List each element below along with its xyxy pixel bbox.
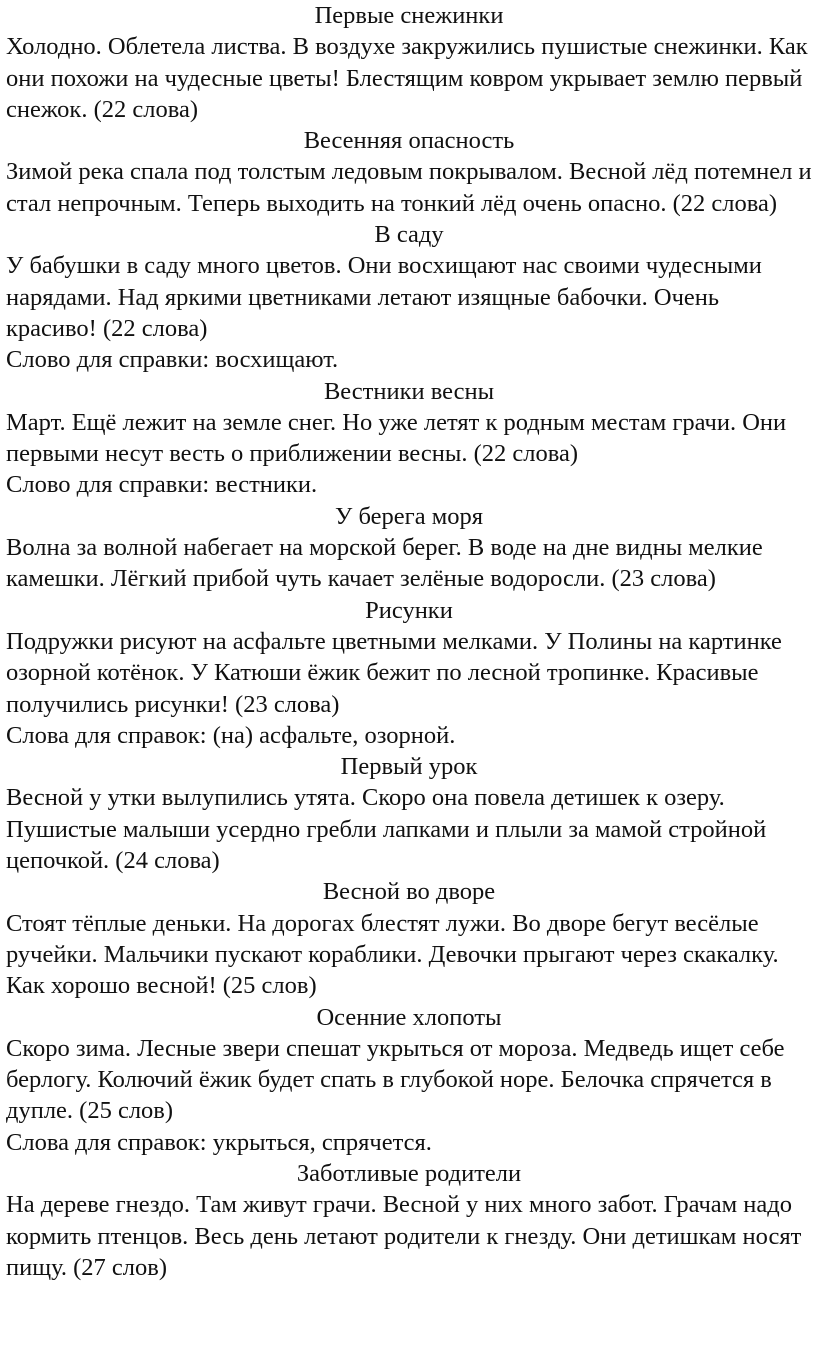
section-first-snowflakes: [6, 0, 812, 125]
section-text: Зимой река спала под толстым ледовым покрывалом. Весной лёд потемнел и стал непрочным. Теперь выходить на тонкий лёд очень опасно. (22 слова): [6, 158, 812, 217]
section-text: Волна за волной набегает на морской берег. В воде на дне видны мелкие камешки. Лёгкий прибой чуть качает зелёные водоросли. (23 слова): [6, 534, 763, 593]
section-text: На дереве гнездо. Там живут грачи. Весной у них много забот. Грачам надо кормить птенцов. Весь день летают родители к гнезду. Они детишкам носят пищу. (27 слов): [6, 1191, 802, 1281]
section-text: Холодно. Облетела листва. В воздухе закружились пушистые снежинки. Как они похожи на чудесные цветы! Блестящим ковром укрывает землю первый снежок. (22 слова): [6, 33, 808, 123]
section-title: Осенние хлопоты: [316, 1003, 502, 1031]
section-reference: Слово для справки: вестники.: [6, 471, 318, 499]
section-title: Весенняя опасность: [303, 127, 515, 155]
section-first-lesson: [6, 751, 812, 876]
section-title: Весной во дворе: [322, 878, 496, 906]
section-title: Первые снежинки: [314, 2, 504, 29]
section-drawings: [6, 595, 812, 751]
section-spring-in-the-yard: [6, 876, 812, 1001]
section-reference: Слова для справок: укрыться, спрячется.: [6, 1128, 432, 1156]
section-heralds-of-spring: [6, 376, 812, 501]
section-text: Скоро зима. Лесные звери спешат укрыться от мороза. Медведь ищет себе берлогу. Колючий ёжик будет спать в глубокой норе. Белочка спрячется в дупле. (25 слов): [6, 1034, 785, 1125]
section-reference: Слова для справок: (на) асфальте, озорной.: [6, 721, 456, 749]
section-title: Рисунки: [365, 596, 453, 624]
section-in-the-garden: [6, 219, 812, 375]
section-by-the-sea: [6, 501, 812, 595]
section-title: В саду: [374, 221, 444, 249]
section-spring-danger: [6, 125, 812, 219]
section-autumn-chores: [6, 1002, 812, 1158]
section-title: Первый урок: [340, 753, 478, 781]
section-reference: Слово для справки: восхищают.: [6, 346, 339, 374]
section-text: Стоят тёплые деньки. На дорогах блестят лужи. Во дворе бегут весёлые ручейки. Мальчики пускают кораблики. Девочки прыгают через скакалку. Как хорошо весной! (25 слов): [6, 909, 779, 1000]
section-text: Весной у утки вылупились утята. Скоро она повела детишек к озеру. Пушистые малыши усердно гребли лапками и плыли за мамой стройной цепочкой. (24 слова): [6, 784, 767, 875]
section-text: Подружки рисуют на асфальте цветными мелками. У Полины на картинке озорной котёнок. У Катюши ёжик бежит по лесной тропинке. Красивые получились рисунки! (23 слова): [6, 627, 782, 718]
section-title: У берега моря: [335, 502, 483, 530]
section-text: Март. Ещё лежит на земле снег. Но уже летят к родным местам грачи. Они первыми несут весть о приближении весны. (22 слова): [6, 408, 787, 468]
section-title: Вестники весны: [323, 377, 495, 405]
section-text: У бабушки в саду много цветов. Они восхищают нас своими чудесными нарядами. Над яркими цветниками летают изящные бабочки. Очень красиво! (22 слова): [6, 252, 762, 342]
section-title: Заботливые родители: [296, 1159, 522, 1187]
section-caring-parents: [6, 1158, 812, 1283]
